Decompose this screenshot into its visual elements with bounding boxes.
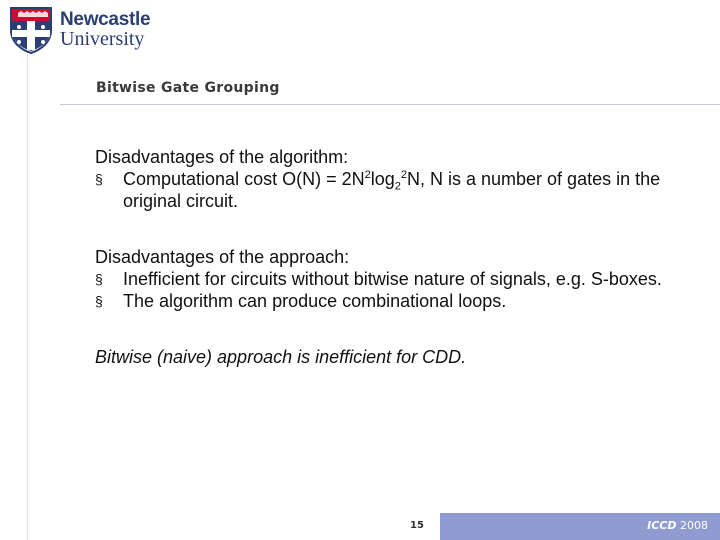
cost-text-prefix: Computational cost O(N) = 2N <box>123 169 365 189</box>
conference-name: ICCD <box>647 519 677 532</box>
cost-exponent-1: 2 <box>364 169 371 181</box>
bullet-marker: § <box>95 271 103 287</box>
approach-bullet-text: The algorithm can produce combinational loops. <box>123 291 507 311</box>
university-logo <box>8 6 158 56</box>
conclusion-text: Bitwise (naive) approach is inefficient for CDD. <box>95 347 467 367</box>
bullet-marker: § <box>95 171 103 187</box>
cost-subscript: 2 <box>394 180 401 193</box>
conference-year: 2008 <box>680 519 708 532</box>
slide-content <box>95 146 695 368</box>
approach-heading: Disadvantages of the approach: <box>95 247 350 267</box>
approach-bullet-text: Inefficient for circuits without bitwise nature of signals, e.g. S-boxes. <box>123 269 662 289</box>
conference-label <box>647 519 708 532</box>
logo-line-newcastle: Newcastle <box>60 9 151 30</box>
footer-bar <box>440 513 720 540</box>
university-crest-icon <box>8 6 54 54</box>
approach-bullet-1 <box>95 268 695 290</box>
cost-exponent-2: 2 <box>400 169 407 181</box>
approach-bullet-2 <box>95 290 695 312</box>
algorithm-heading: Disadvantages of the algorithm: <box>95 147 349 167</box>
logo-line-university: University <box>60 28 145 50</box>
slide-title: Bitwise Gate Grouping <box>96 80 280 96</box>
cost-text-log: log <box>370 169 395 189</box>
cost-text-suffix: N, N is a number of gates in the original circuit. <box>123 169 661 211</box>
title-divider <box>60 104 720 105</box>
page-number: 15 <box>410 520 424 531</box>
algorithm-bullet <box>95 168 695 212</box>
bullet-marker: § <box>95 293 103 309</box>
left-margin-rule <box>27 54 28 540</box>
